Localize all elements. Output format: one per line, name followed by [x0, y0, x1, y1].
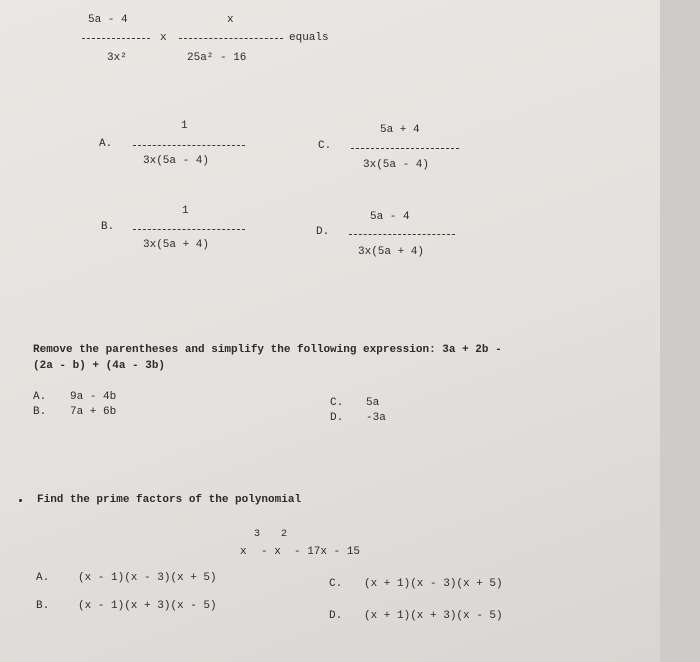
q1-option-d-denominator: 3x(5a + 4) [358, 246, 425, 258]
q1-option-c-denominator: 3x(5a - 4) [363, 159, 430, 171]
q3-poly-rest: - x - 17x - 15 [261, 546, 361, 558]
q1-equals: equals [289, 32, 329, 44]
q2-option-a-letter: A. [33, 391, 47, 403]
q3-option-d-letter: D. [329, 610, 343, 622]
q1-option-c-numerator: 5a + 4 [380, 124, 420, 136]
q2-prompt-line-2: (2a - b) + (4a - 3b) [33, 360, 166, 372]
q3-option-a-letter: A. [36, 572, 50, 584]
q1-denominator-2: 25a² - 16 [187, 52, 247, 64]
q2-prompt-line-1: Remove the parentheses and simplify the following expression: 3a + 2b - [33, 344, 502, 356]
q2-option-b-letter: B. [33, 406, 47, 418]
q3-exponent-3: 3 [254, 529, 261, 540]
q3-poly-x: x [240, 546, 247, 558]
q3-option-d-text: (x + 1)(x + 3)(x - 5) [364, 610, 503, 622]
q1-numerator-1: 5a - 4 [88, 14, 128, 26]
q1-option-c-letter: C. [318, 140, 332, 152]
q1-option-a-denominator: 3x(5a - 4) [143, 155, 210, 167]
q1-option-b-numerator: 1 [182, 205, 189, 217]
q1-option-b-letter: B. [101, 221, 115, 233]
q1-times-sign: x [160, 32, 167, 44]
q3-bullet [19, 499, 22, 502]
q3-prompt: Find the prime factors of the polynomial [37, 494, 302, 506]
q3-option-c-text: (x + 1)(x - 3)(x + 5) [364, 578, 503, 590]
q1-option-a-bar [133, 145, 245, 146]
q1-option-d-numerator: 5a - 4 [370, 211, 410, 223]
q1-denominator-1: 3x² [107, 52, 127, 64]
q1-option-d-letter: D. [316, 226, 330, 238]
q1-option-a-letter: A. [99, 138, 113, 150]
q3-option-c-letter: C. [329, 578, 343, 590]
q2-option-c-text: 5a [366, 397, 380, 409]
q2-option-d-letter: D. [330, 412, 344, 424]
q3-option-a-text: (x - 1)(x - 3)(x + 5) [78, 572, 217, 584]
q2-option-a-text: 9a - 4b [70, 391, 117, 403]
q2-option-c-letter: C. [330, 397, 344, 409]
q1-option-b-denominator: 3x(5a + 4) [143, 239, 210, 251]
q2-option-d-text: -3a [366, 412, 386, 424]
q2-option-b-text: 7a + 6b [70, 406, 117, 418]
q1-numerator-2: x [227, 14, 234, 26]
q1-option-d-bar [349, 234, 455, 235]
q1-option-c-bar [351, 148, 459, 149]
q3-option-b-letter: B. [36, 600, 50, 612]
q3-exponent-2: 2 [281, 529, 288, 540]
q1-fraction-bar-1 [82, 38, 150, 39]
q1-option-b-bar [133, 229, 245, 230]
page-edge-margin [660, 0, 700, 662]
q1-option-a-numerator: 1 [181, 120, 188, 132]
q3-option-b-text: (x - 1)(x + 3)(x - 5) [78, 600, 217, 612]
q1-fraction-bar-2 [179, 38, 283, 39]
